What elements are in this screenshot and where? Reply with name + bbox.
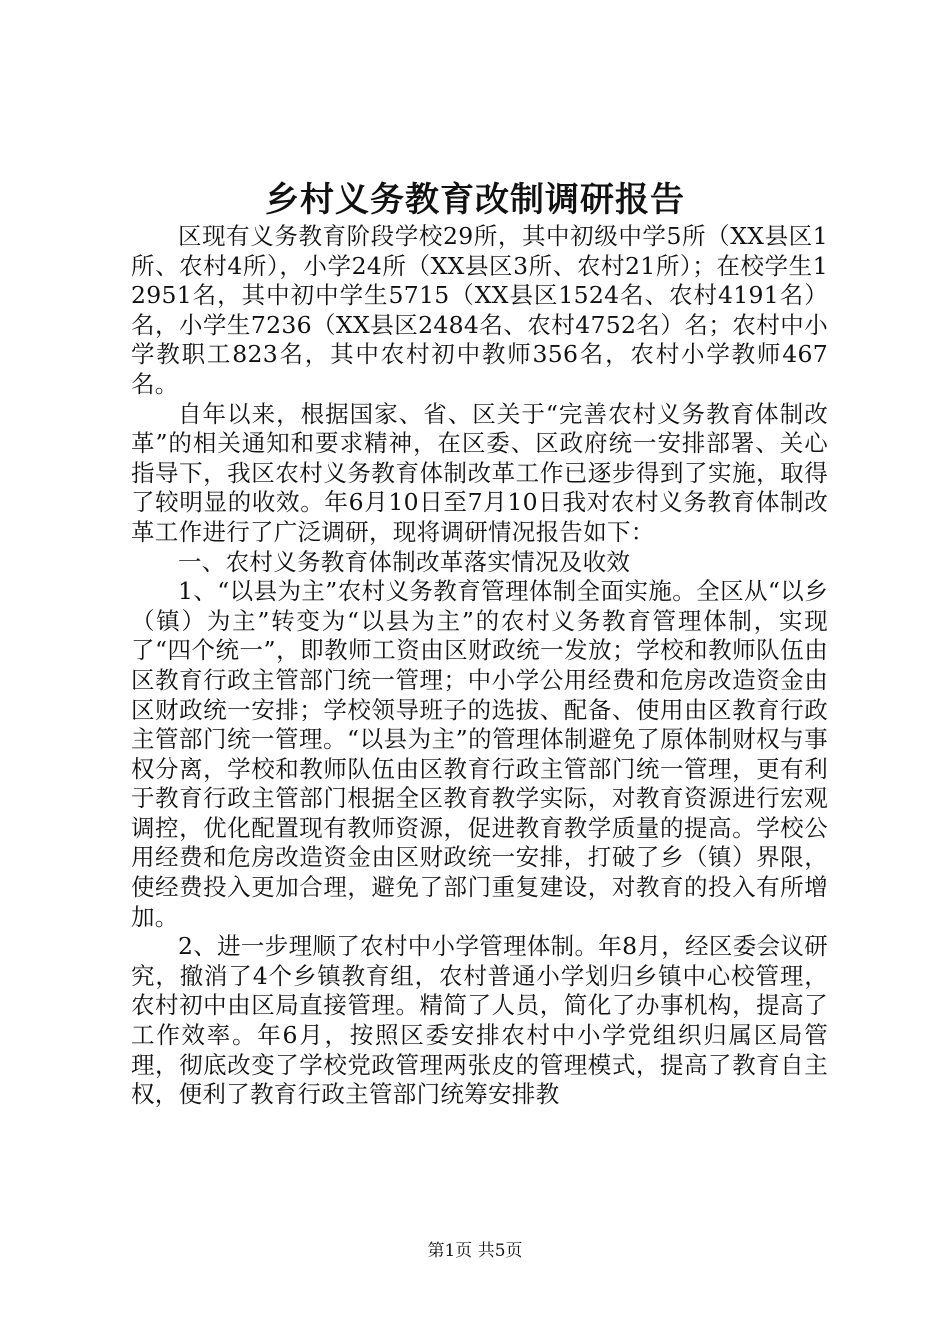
paragraph-item-2: 2、进一步理顺了农村中小学管理体制。年8月，经区委会议研究，撤消了4个乡镇教育组，农村普通小学划归乡镇中心校管理，农村初中由区局直接管理。精简了人员，简化了办事机构，提高了工作效率。年6月，按照区委安排农村中小学党组织归属区局管理，彻底改变了学校党政管理两张皮的管理模式，提高了教育自主权，便利了教育行政主管部门统筹安排教: [131, 932, 828, 1109]
document-title: 乡村义务教育改制调研报告: [265, 180, 685, 220]
paragraph-school-statistics: 区现有义务教育阶段学校29所，其中初级中学5所（XX县区1所、农村4所），小学24所（XX县区3所、农村21所）；在校学生12951名，其中初中学生5715（XX县区1524名、农村4191名）名，小学生7236（XX县区2484名、农村4752名）名；农村中小学教职工823名，其中农村初中教师356名，农村小学教师467名。: [131, 222, 828, 398]
paragraph-introduction: 自年以来，根据国家、省、区关于“完善农村义务教育体制改革”的相关通知和要求精神，在区委、区政府统一安排部署、关心指导下，我区农村义务教育体制改革工作已逐步得到了实施，取得了较明显的收效。年6月10日至7月10日我对农村义务教育体制改革工作进行了广泛调研，现将调研情况报告如下：: [131, 399, 828, 546]
page-footer: 第1页 共5页: [427, 1241, 523, 1261]
paragraph-item-1: 1、“以县为主”农村义务教育管理体制全面实施。全区从“以乡（镇）为主”转变为“以县为主”的农村义务教育管理体制，实现了“四个统一”，即教师工资由区财政统一发放；学校和教师队伍由区教育行政主管部门统一管理；中小学公用经费和危房改造资金由区财政统一安排；学校领导班子的选拔、配备、使用由区教育行政主管部门统一管理。“以县为主”的管理体制避免了原体制财权与事权分离，学校和教师队伍由区教育行政主管部门统一管理，更有利于教育行政主管部门根据全区教育教学实际，对教育资源进行宏观调控，优化配置现有教师资源，促进教育教学质量的提高。学校公用经费和危房改造资金由区财政统一安排，打破了乡（镇）界限，使经费投入更加合理，避免了部门重复建设，对教育的投入有所增加。: [131, 577, 828, 931]
document-body: [131, 222, 828, 1110]
section-heading-1: 一、农村义务教育体制改革落实情况及收效: [178, 547, 631, 576]
